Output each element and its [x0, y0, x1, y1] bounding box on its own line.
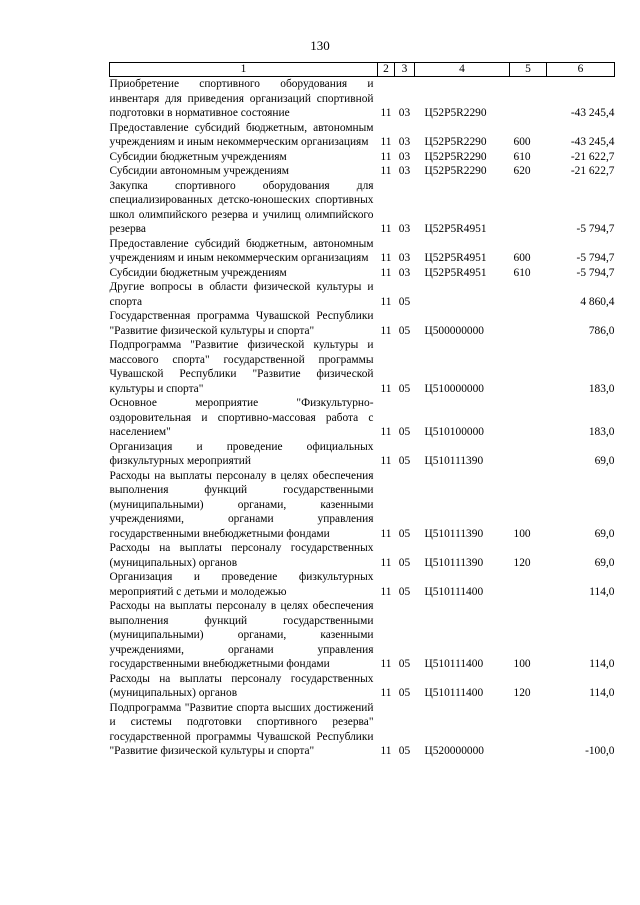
row-target-article: Ц510000000	[424, 382, 484, 395]
row-name: Расходы на выплаты персоналу государственных (муниципальных) органов	[109, 672, 374, 699]
row-name: Закупка спортивного оборудования для специализированных детско-юношеских спортивных школ олимпийского резерва и училищ олимпийского резерва	[109, 179, 374, 235]
row-amount: -5 794,7	[576, 266, 615, 279]
row-name: Государственная программа Чувашской Республики "Развитие физической культуры и спорта"	[109, 310, 374, 337]
table-row	[110, 338, 615, 396]
row-expense-type	[510, 280, 547, 309]
row-name: Другие вопросы в области физической культуры и спорта	[109, 281, 374, 308]
row-target-article: Ц500000000	[424, 324, 484, 337]
row-section: 11	[380, 455, 392, 467]
row-name: Субсидии бюджетным учреждениям	[109, 150, 287, 163]
column-header: 2	[378, 63, 395, 77]
row-name: Подпрограмма "Развитие физической культуры и массового спорта" государственной программы Чувашской Республики "Развитие физической культуры и спорта"	[109, 339, 374, 395]
row-section: 11	[380, 745, 392, 757]
row-target-article: Ц52P5R4951	[424, 266, 487, 279]
table-row	[110, 77, 615, 121]
row-amount: 114,0	[589, 687, 615, 699]
table-row	[110, 164, 615, 179]
row-section: 11	[380, 556, 392, 569]
row-amount: 183,0	[588, 382, 615, 395]
row-target-article: Ц510111400	[424, 687, 484, 699]
row-amount: 69,0	[594, 527, 615, 540]
row-expense-type: 610	[513, 150, 531, 163]
row-expense-type: 600	[513, 252, 531, 264]
row-section: 11	[380, 252, 392, 264]
row-section: 11	[380, 136, 392, 148]
row-name: Предоставление субсидий бюджетным, автономным учреждениям и иным некоммерческим организациям	[109, 237, 374, 264]
row-name: Расходы на выплаты персоналу в целях обеспечения выполнения функций государственными (муниципальными) органами, казенными учреждениями, органами управления государственными внебюджетными фондами	[109, 469, 374, 540]
row-target-article: Ц52P5R4951	[424, 223, 487, 235]
row-amount: -100,0	[585, 745, 615, 757]
table-row	[110, 266, 615, 281]
row-amount: 183,0	[588, 426, 615, 438]
row-expense-type	[510, 701, 547, 759]
row-subsection: 03	[398, 252, 411, 264]
row-target-article: Ц52P5R2290	[424, 150, 487, 163]
row-section: 11	[380, 324, 392, 337]
column-header: 4	[415, 63, 510, 77]
row-amount: 4 860,4	[580, 295, 615, 308]
row-amount: -5 794,7	[576, 252, 615, 264]
row-target-article: Ц520000000	[424, 745, 484, 757]
row-target-article: Ц52P5R4951	[424, 252, 487, 264]
table-row	[110, 469, 615, 542]
row-subsection: 05	[398, 556, 411, 569]
table-row	[110, 280, 615, 309]
column-header: 1	[110, 63, 378, 77]
row-section: 11	[380, 150, 392, 163]
row-section: 11	[380, 658, 392, 670]
row-target-article: Ц510111390	[424, 556, 484, 569]
row-subsection: 05	[398, 295, 411, 308]
row-name: Расходы на выплаты персоналу государственных (муниципальных) органов	[109, 542, 374, 569]
column-header: 3	[395, 63, 415, 77]
row-section: 11	[380, 165, 392, 177]
table-row	[110, 179, 615, 237]
row-section: 11	[380, 223, 392, 235]
row-subsection: 03	[398, 150, 411, 163]
row-name: Приобретение спортивного оборудования и инвентаря для приведения организаций спортивной подготовки в нормативное состояние	[109, 78, 374, 119]
row-expense-type: 120	[513, 687, 531, 699]
row-section: 11	[380, 687, 392, 699]
row-section: 11	[380, 426, 392, 438]
row-section: 11	[380, 527, 392, 540]
row-expense-type	[510, 570, 547, 599]
row-subsection: 03	[398, 107, 411, 119]
row-target-article: Ц510111400	[424, 658, 484, 670]
column-header: 6	[547, 63, 615, 77]
row-name: Организация и проведение физкультурных мероприятий с детьми и молодежью	[109, 571, 374, 598]
row-name: Основное мероприятие "Физкультурно-оздоровительная и спортивно-массовая работа с населением"	[109, 397, 374, 438]
row-target-article: Ц510111400	[424, 585, 484, 598]
column-header: 5	[510, 63, 547, 77]
row-target-article: Ц510111390	[424, 527, 484, 540]
row-subsection: 03	[398, 266, 411, 279]
row-expense-type	[510, 77, 547, 121]
row-subsection: 05	[398, 382, 411, 395]
row-section: 11	[380, 585, 392, 598]
row-section: 11	[380, 382, 392, 395]
row-subsection: 05	[398, 426, 411, 438]
row-subsection: 05	[398, 527, 411, 540]
row-subsection: 03	[398, 165, 411, 177]
row-target-article: Ц52P5R2290	[424, 107, 487, 119]
row-target-article	[415, 280, 510, 309]
row-expense-type: 100	[513, 658, 531, 670]
row-expense-type	[510, 309, 547, 338]
row-name: Организация и проведение официальных физкультурных мероприятий	[109, 440, 374, 467]
row-expense-type: 120	[513, 556, 531, 569]
row-amount: -43 245,4	[570, 107, 615, 119]
table-row	[110, 150, 615, 165]
row-name: Предоставление субсидий бюджетным, автономным учреждениям и иным некоммерческим организациям	[109, 121, 374, 148]
table-row	[110, 121, 615, 150]
row-name: Подпрограмма "Развитие спорта высших достижений и системы подготовки спортивного резерва" государственной программы Чувашской Республики "Развитие физической культуры и спорта"	[109, 701, 374, 757]
row-amount: -5 794,7	[576, 223, 615, 235]
row-target-article: Ц52P5R2290	[424, 136, 487, 148]
table-row	[110, 570, 615, 599]
row-amount: -21 622,7	[570, 165, 615, 177]
row-expense-type	[510, 440, 547, 469]
row-name: Субсидии автономным учреждениям	[109, 165, 289, 177]
row-name: Субсидии бюджетным учреждениям	[109, 266, 287, 279]
row-amount: -43 245,4	[570, 136, 615, 148]
page-number: 130	[310, 38, 330, 53]
row-amount: 69,0	[594, 556, 615, 569]
table-row	[110, 701, 615, 759]
row-expense-type: 620	[513, 165, 531, 177]
row-expense-type	[510, 338, 547, 396]
row-target-article: Ц510111390	[424, 455, 484, 467]
budget-table	[109, 62, 615, 759]
table-row	[110, 541, 615, 570]
row-expense-type: 600	[513, 136, 531, 148]
row-amount: -21 622,7	[570, 150, 615, 163]
table-row	[110, 599, 615, 672]
row-expense-type: 610	[513, 266, 531, 279]
table-header-row	[110, 63, 615, 77]
table-row	[110, 440, 615, 469]
table-row	[110, 672, 615, 701]
row-subsection: 05	[398, 745, 411, 757]
row-expense-type	[510, 179, 547, 237]
row-subsection: 05	[398, 324, 411, 337]
row-subsection: 05	[398, 455, 411, 467]
row-target-article: Ц52P5R2290	[424, 165, 487, 177]
row-subsection: 05	[398, 658, 411, 670]
row-amount: 786,0	[588, 324, 615, 337]
row-section: 11	[380, 107, 392, 119]
table-row	[110, 237, 615, 266]
row-name: Расходы на выплаты персоналу в целях обеспечения выполнения функций государственными (муниципальными) органами, казенными учреждениями, органами управления государственными внебюджетными фондами	[109, 600, 374, 670]
row-amount: 69,0	[594, 455, 615, 467]
row-amount: 114,0	[589, 585, 615, 598]
row-amount: 114,0	[589, 658, 615, 670]
row-expense-type: 100	[513, 527, 531, 540]
table-row	[110, 396, 615, 440]
row-expense-type	[510, 396, 547, 440]
row-section: 11	[380, 295, 392, 308]
row-subsection: 05	[398, 585, 411, 598]
row-target-article: Ц510100000	[424, 426, 484, 438]
table-row	[110, 309, 615, 338]
row-subsection: 05	[398, 687, 411, 699]
row-subsection: 03	[398, 223, 411, 235]
row-section: 11	[380, 266, 392, 279]
row-subsection: 03	[398, 136, 411, 148]
